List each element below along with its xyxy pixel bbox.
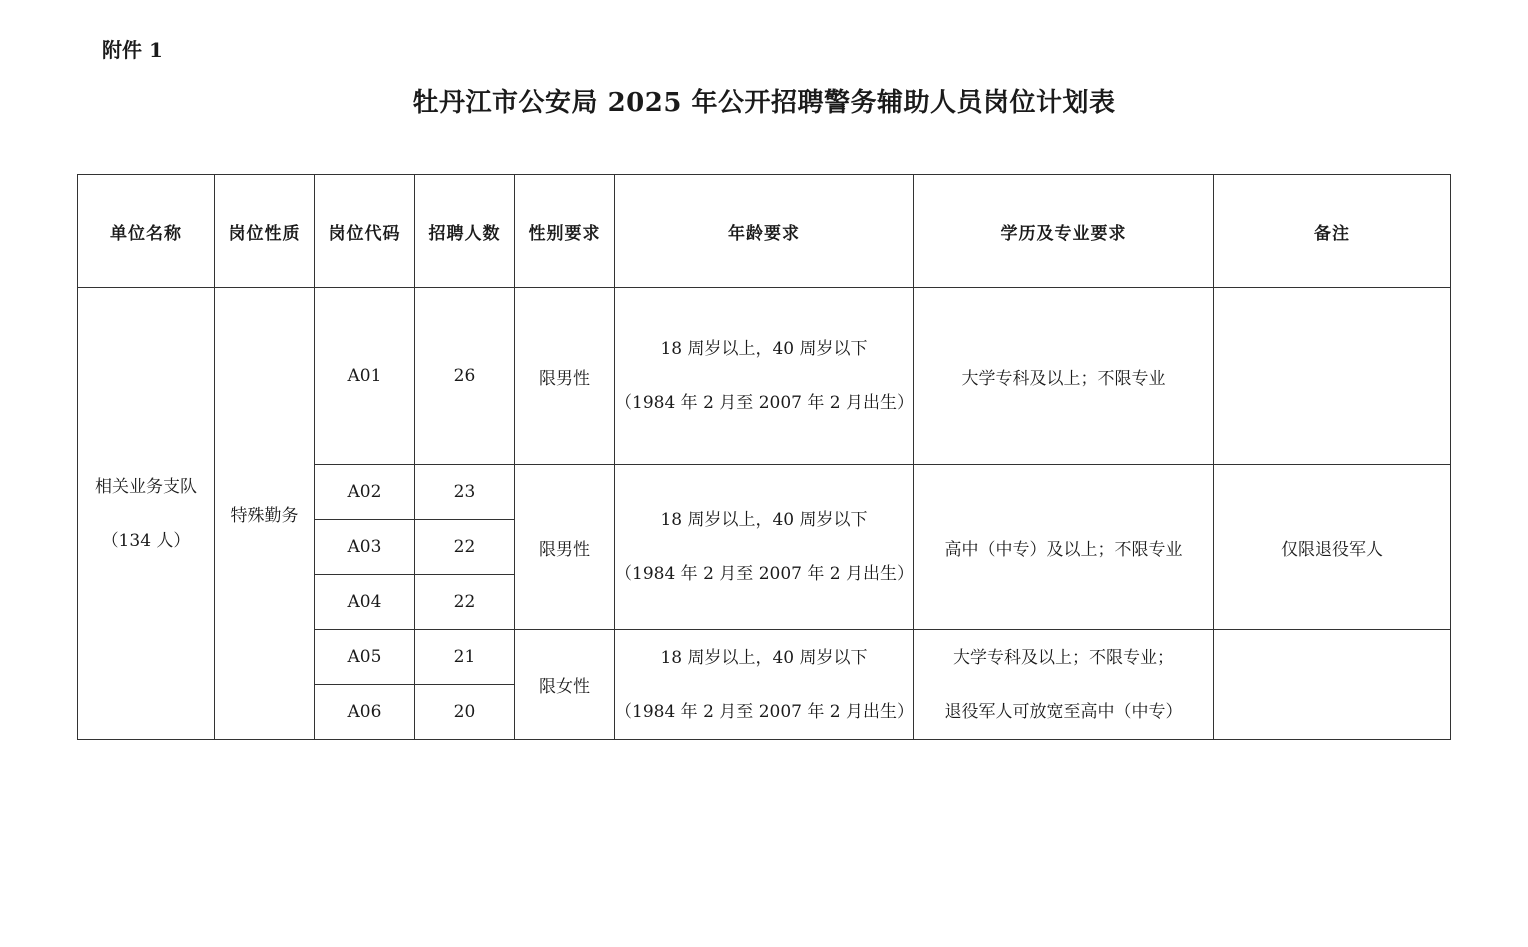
birth-range-line: （1984 年 2 月至 2007 年 2 月出生） [615,564,914,584]
header-count: 招聘人数 [415,175,515,288]
remark-cell [1214,630,1451,740]
count-cell: 23 [415,465,515,520]
age-cell [615,465,914,630]
table-header-row [78,175,1451,288]
age-line: 18 周岁以上，40 周岁以下 [660,510,868,530]
count-cell: 22 [415,520,515,575]
code-cell: A01 [315,288,415,465]
age-line: 18 周岁以上，40 周岁以下 [660,339,868,359]
position-plan-table [77,174,1451,740]
education-cell [914,630,1214,740]
header-remark: 备注 [1214,175,1451,288]
document-title: 牡丹江市公安局 2025 年公开招聘警务辅助人员岗位计划表 [412,88,1116,118]
nature-cell: 特殊勤务 [215,288,315,740]
unit-cell [78,288,215,740]
age-cell [615,288,914,465]
table-row [78,288,1451,465]
gender-cell: 限女性 [515,630,615,740]
count-cell: 22 [415,575,515,630]
gender-cell: 限男性 [515,465,615,630]
count-cell: 20 [415,685,515,740]
attachment-label: 附件 1 [102,38,163,62]
header-unit: 单位名称 [78,175,215,288]
code-cell: A03 [315,520,415,575]
age-cell [615,630,914,740]
header-age: 年龄要求 [615,175,914,288]
remark-cell [1214,288,1451,465]
birth-range-line: （1984 年 2 月至 2007 年 2 月出生） [615,393,914,413]
unit-name: 相关业务支队 [95,476,197,497]
education-cell: 大学专科及以上；不限专业 [914,288,1214,465]
header-education: 学历及专业要求 [914,175,1214,288]
birth-range-line: （1984 年 2 月至 2007 年 2 月出生） [615,701,914,722]
code-cell: A02 [315,465,415,520]
header-gender: 性别要求 [515,175,615,288]
count-cell: 21 [415,630,515,685]
education-line: 退役军人可放宽至高中（中专） [944,701,1183,722]
gender-cell: 限男性 [515,288,615,465]
code-cell: A06 [315,685,415,740]
header-nature: 岗位性质 [215,175,315,288]
header-code: 岗位代码 [315,175,415,288]
age-line: 18 周岁以上，40 周岁以下 [660,647,868,668]
remark-cell: 仅限退役军人 [1214,465,1451,630]
count-cell: 26 [415,288,515,465]
code-cell: A04 [315,575,415,630]
education-cell: 高中（中专）及以上；不限专业 [914,465,1214,630]
unit-count: （134 人） [101,530,191,551]
code-cell: A05 [315,630,415,685]
education-line: 大学专科及以上；不限专业； [953,647,1174,668]
